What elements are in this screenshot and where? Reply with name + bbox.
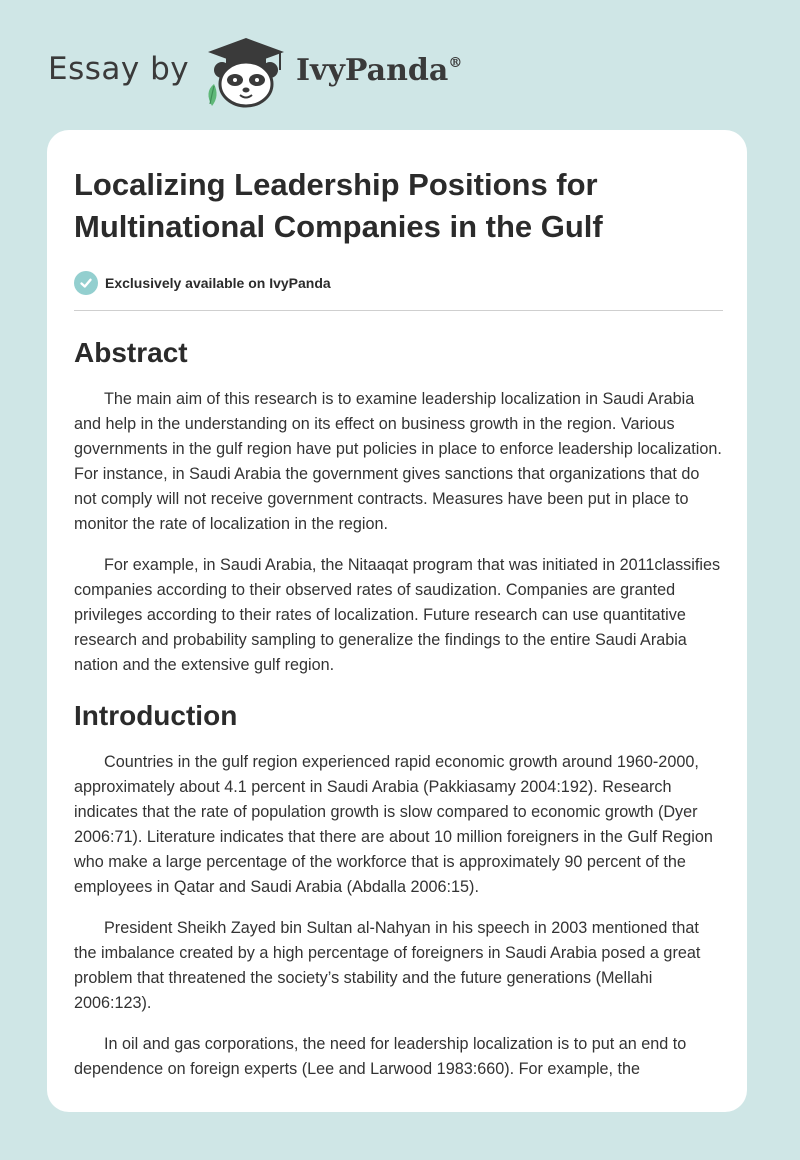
brand-name: IvyPanda <box>296 53 449 88</box>
abstract-paragraph: The main aim of this research is to examine leadership localization in Saudi Arabia and help in the understanding on its effect on business growth in the region. Various governments in the gulf region have put policies in place to enforce leadership localization. For instance, in Saudi Arabia the government gives sanctions that organizations that do not comply will not receive government contracts. Measures have been put in place to monitor the rate of localization in the region. <box>74 390 722 533</box>
check-icon <box>74 271 98 295</box>
essay-card <box>47 130 747 1112</box>
exclusive-badge <box>74 270 723 296</box>
title-divider <box>74 310 723 311</box>
introduction-paragraph: President Sheikh Zayed bin Sultan al-Nahyan in his speech in 2003 mentioned that the imbalance created by a high percentage of foreigners in Saudi Arabia posed a great problem that threatened the society’s stability and the future generations (Mellahi 2006:123). <box>74 919 701 1012</box>
section-heading-abstract: Abstract <box>74 337 188 368</box>
introduction-paragraph: In oil and gas corporations, the need for leadership localization is to put an end to dependence on foreign experts (Lee and Larwood 1983:660). For example, the <box>74 1035 687 1078</box>
essay-content <box>74 164 723 1082</box>
ivypanda-brand[interactable] <box>296 53 462 88</box>
panda-logo-icon[interactable] <box>200 36 292 110</box>
essay-by-label: Essay by <box>48 51 190 87</box>
introduction-paragraph: Countries in the gulf region experienced rapid economic growth around 1960-2000, approximately about 4.1 percent in Saudi Arabia (Pakkiasamy 2004:192). Research indicates that the rate of population growth is slow compared to economic growth (Dyer 2006:71). Literature indicates that there are about 10 million foreigners in the Gulf Region who make a large percentage of the workforce that is approximately 90 percent of the employees in Qatar and Saudi Arabia (Abdalla 2006:15). <box>74 753 713 896</box>
site-header <box>0 0 800 130</box>
essay-title: Localizing Leadership Positions for Multinational Companies in the Gulf <box>74 167 603 244</box>
registered-mark: ® <box>448 55 463 71</box>
abstract-paragraph: For example, in Saudi Arabia, the Nitaaqat program that was initiated in 2011classifies companies according to their observed rates of saudization. Companies are granted privileges according to their rates of localization. Future research can use quantitative research and probability sampling to generalize the findings to the entire Saudi Arabia nation and the extensive gulf region. <box>74 556 721 674</box>
exclusive-label: Exclusively available on IvyPanda <box>105 275 331 291</box>
section-heading-introduction: Introduction <box>74 700 238 731</box>
